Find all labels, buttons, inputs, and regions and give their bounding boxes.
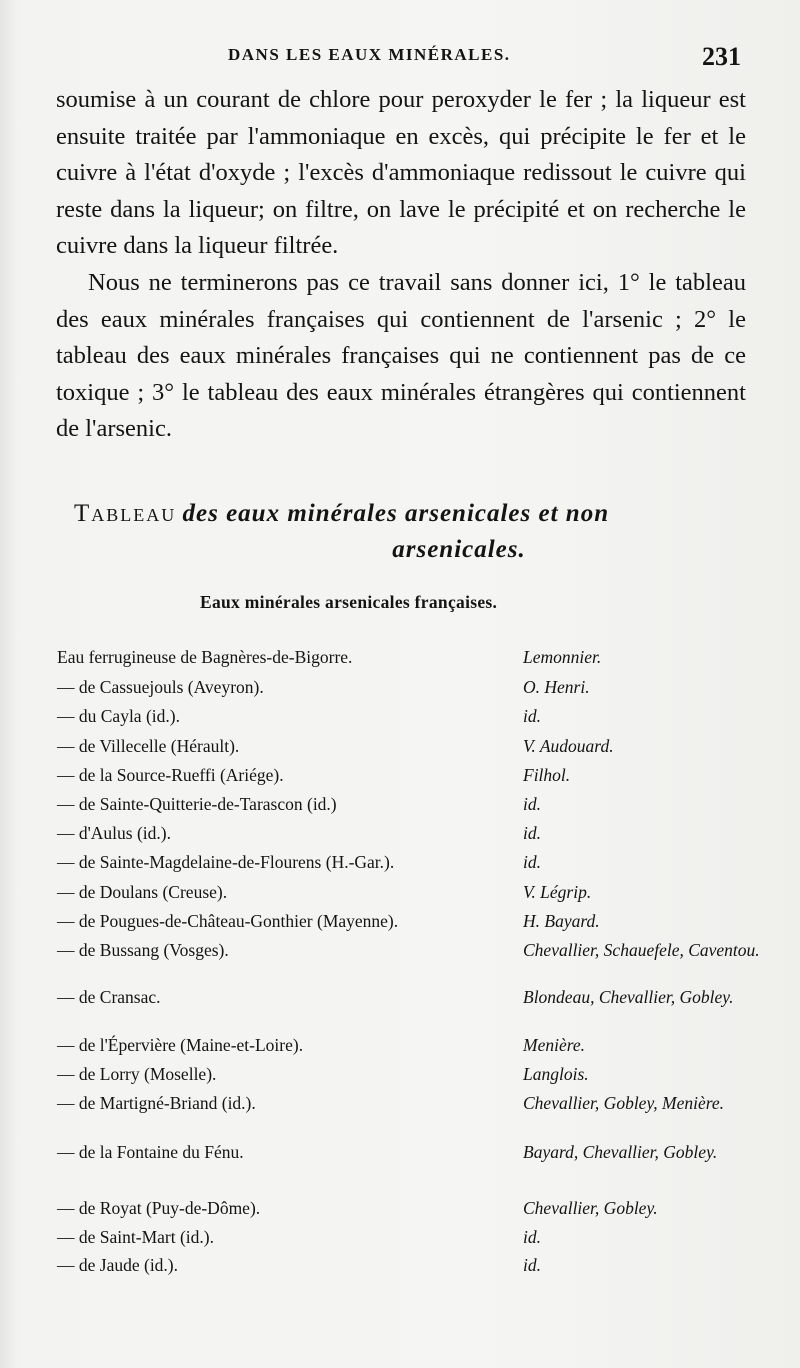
analyst-name: id.: [523, 823, 541, 843]
spring-name: — de Cassuejouls (Aveyron).: [57, 677, 264, 697]
spring-name: — de Martigné-Briand (id.).: [57, 1093, 256, 1113]
paragraph: Nous ne terminerons pas ce travail sans donner ici, 1° le tableau des eaux minérales françaises qui contiennent de l'arsenic ; 2° le tableau des eaux minérales françaises qui ne contiennent pas de ce toxique ; 3° le tableau des eaux minérales étrangères qui contiennent de l'arsenic.: [56, 268, 746, 443]
table-title-line2: arsenicales.: [392, 536, 526, 563]
spring-name: — de Bussang (Vosges).: [57, 940, 229, 960]
analyst-name: Chevallier, Schauefele, Caventou.: [523, 940, 760, 960]
analyst-name: V. Légrip.: [523, 882, 592, 902]
table-title-word: Tableau: [74, 500, 177, 527]
analyst-name: Menière.: [523, 1035, 586, 1055]
section-subheading: Eaux minérales arsenicales françaises.: [200, 592, 498, 612]
spring-name: — de Jaude (id.).: [57, 1255, 179, 1275]
analyst-name: Lemonnier.: [523, 647, 602, 667]
analyst-name: Langlois.: [523, 1064, 589, 1084]
analyst-name: Chevallier, Gobley, Menière.: [523, 1093, 725, 1113]
spring-name: — de Pougues-de-Château-Gonthier (Mayenne).: [57, 911, 399, 931]
spring-name: — de Lorry (Moselle).: [57, 1064, 217, 1084]
page-header: [0, 40, 800, 80]
spring-name: — de Doulans (Creuse).: [57, 882, 228, 902]
analyst-name: id.: [523, 1227, 541, 1247]
analyst-name: Bayard, Chevallier, Gobley.: [523, 1142, 718, 1162]
analyst-name: id.: [523, 794, 541, 814]
spring-name: — de la Source-Rueffi (Ariége).: [57, 765, 284, 785]
analyst-name: id.: [523, 852, 541, 872]
spring-name: Eau ferrugineuse de Bagnères-de-Bigorre.: [57, 647, 353, 667]
spring-name: — de la Fontaine du Fénu.: [57, 1142, 244, 1162]
running-title: DANS LES EAUX MINÉRALES.: [228, 45, 511, 64]
analyst-name: O. Henri.: [523, 677, 590, 697]
table-title: [74, 496, 754, 568]
spring-name: — d'Aulus (id.).: [57, 823, 171, 843]
analyst-name: Filhol.: [523, 765, 571, 785]
spring-name: — du Cayla (id.).: [57, 706, 180, 726]
page-number: 231: [702, 42, 741, 71]
analyst-name: id.: [523, 1255, 541, 1275]
spring-name: — de Saint-Mart (id.).: [57, 1227, 214, 1247]
spring-name: — de Cransac.: [57, 987, 161, 1007]
spring-name: — de Sainte-Magdelaine-de-Flourens (H.-Gar.).: [57, 852, 395, 872]
analyst-name: H. Bayard.: [523, 911, 600, 931]
spring-name: — de Royat (Puy-de-Dôme).: [57, 1198, 261, 1218]
spring-name: — de Sainte-Quitterie-de-Tarascon (id.): [57, 794, 337, 814]
table-title-rest: des eaux minérales arsenicales et non: [182, 500, 610, 527]
analyst-name: Chevallier, Gobley.: [523, 1198, 658, 1218]
analyst-name: Blondeau, Chevallier, Gobley.: [523, 987, 734, 1007]
spring-name: — de l'Épervière (Maine-et-Loire).: [57, 1035, 304, 1055]
analyst-name: id.: [523, 706, 541, 726]
spring-name: — de Villecelle (Hérault).: [57, 736, 240, 756]
body-text: [56, 82, 746, 448]
paragraph: soumise à un courant de chlore pour peroxyder le fer ; la liqueur est ensuite traitée par l'ammoniaque en excès, qui précipite le fer et le cuivre à l'état d'oxyde ; l'excès d'ammoniaque redissout le cuivre qui reste dans la liqueur; on filtre, on lave le précipité et on recherche le cuivre dans la liqueur filtrée.: [56, 86, 746, 260]
analyst-name: V. Audouard.: [523, 736, 614, 756]
